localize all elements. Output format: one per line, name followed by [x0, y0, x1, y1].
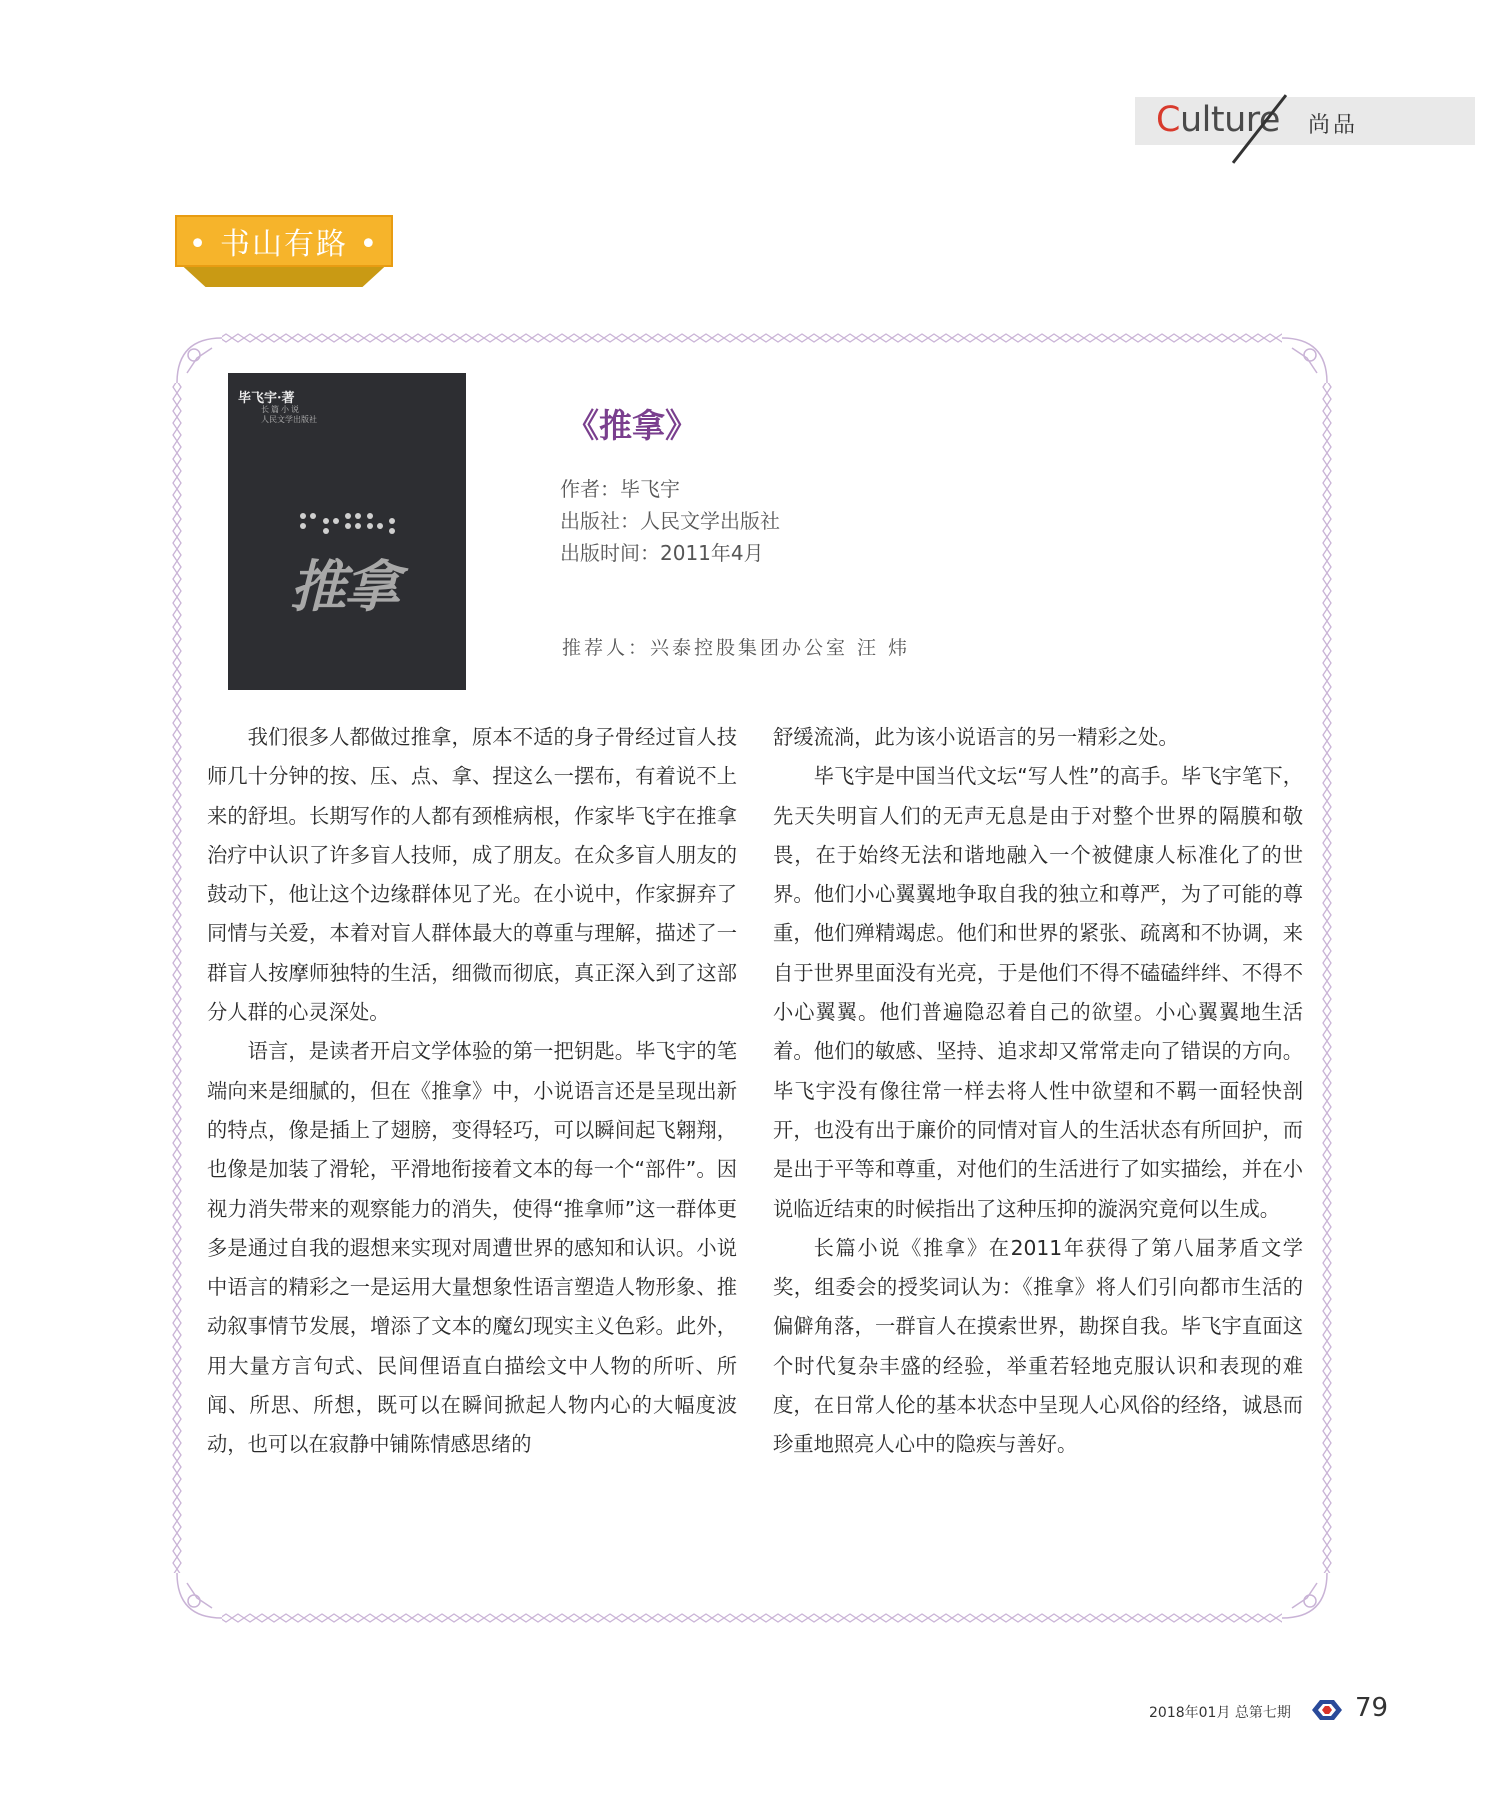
section-label-box — [175, 215, 393, 267]
right-column — [773, 718, 1303, 1465]
book-publisher: 出版社：人民文学出版社 — [560, 509, 780, 533]
paragraph: 我们很多人都做过推拿，原本不适的身子骨经过盲人技师几十分钟的按、压、点、拿、捏这么一摆布，有着说不上来的舒坦。长期写作的人都有颈椎病根，作家毕飞宇在推拿治疗中认识了许多盲人技师，成了朋友。在众多盲人朋友的鼓动下，他让这个边缘群体见了光。在小说中，作家摒弃了同情与关爱，本着对盲人群体最大的尊重与理解，描述了一群盲人按摩师独特的生活，细微而彻底，真正深入到了这部分人群的心灵深处。 — [207, 725, 737, 1025]
header-culture — [1156, 100, 1280, 140]
paragraph: 长篇小说《推拿》在2011年获得了第八届茅盾文学奖，组委会的授奖词认为：《推拿》将人们引向都市生活的偏僻角落，一群盲人在摸索世界，勘探自我。毕飞宇直面这个时代复杂丰盛的经验，举重若轻地克服认识和表现的难度，在日常人伦的基本状态中呈现人心风俗的经络，诚恳而珍重地照亮人心中的隐疾与善好。 — [773, 1235, 1303, 1457]
page-number: 79 — [1355, 1693, 1389, 1723]
cover-author: 毕飞宇·著 — [238, 391, 295, 406]
culture-initial: C — [1156, 100, 1180, 140]
footer-date: 2018年01月 总第七期 — [1149, 1705, 1291, 1721]
book-author: 作者：毕飞宇 — [560, 477, 680, 501]
header-shangpin: 尚品 — [1308, 113, 1359, 138]
recommender: 推荐人：兴泰控股集团办公室 汪 炜 — [562, 637, 911, 659]
braille-dots-icon — [228, 373, 466, 690]
section-label-text: • 书山有路 • — [188, 227, 380, 262]
paragraph: 毕飞宇是中国当代文坛“写人性”的高手。毕飞宇笔下，先天失明盲人们的无声无息是由于对整个世界的隔膜和敬畏，在于始终无法和谐地融入一个被健康人标准化了的世界。他们小心翼翼地争取自我的独立和尊严，为了可能的尊重，他们殚精竭虑。他们和世界的紧张、疏离和不协调，来自于世界里面没有光亮，于是他们不得不磕磕绊绊、不得不小心翼翼。他们普遍隐忍着自己的欲望。小心翼翼地生活着。他们的敏感、坚持、追求却又常常走向了错误的方向。毕飞宇没有像往常一样去将人性中欲望和不羁一面轻快剖开，也没有出于廉价的同情对盲人的生活状态有所回护，而是出于平等和尊重，对他们的生活进行了如实描绘，并在小说临近结束的时候指出了这种压抑的漩涡究竟何以生成。 — [773, 764, 1303, 1221]
cover-title: 推拿 — [290, 554, 398, 620]
paragraph: 舒缓流淌，此为该小说语言的另一精彩之处。 — [773, 725, 1179, 749]
section-label — [175, 215, 393, 285]
paragraph: 语言，是读者开启文学体验的第一把钥匙。毕飞宇的笔端向来是细腻的，但在《推拿》中，小说语言还是呈现出新的特点，像是插上了翅膀，变得轻巧，可以瞬间起飞翱翔，也像是加装了滑轮，平滑地衔接着文本的每一个“部件”。因视力消失带来的观察能力的消失，使得“推拿师”这一群体更多是通过自我的遐想来实现对周遭世界的感知和认识。小说中语言的精彩之一是运用大量想象性语言塑造人物形象、推动叙事情节发展，增添了文本的魔幻现实主义色彩。此外，用大量方言句式、民间俚语直白描绘文中人物的所听、所闻、所思、所想，既可以在瞬间掀起人物内心的大幅度波动，也可以在寂静中铺陈情感思绪的 — [207, 1039, 737, 1457]
culture-rest: ulture — [1179, 100, 1280, 140]
left-column — [207, 718, 737, 1465]
company-logo-icon — [1310, 1695, 1344, 1725]
cover-subtitle: 长篇小说 — [261, 405, 301, 414]
cover-publisher: 人民文学出版社 — [261, 415, 317, 424]
book-pubdate: 出版时间：2011年4月 — [560, 541, 764, 565]
book-title: 《推拿》 — [566, 406, 698, 445]
book-cover — [228, 373, 466, 690]
